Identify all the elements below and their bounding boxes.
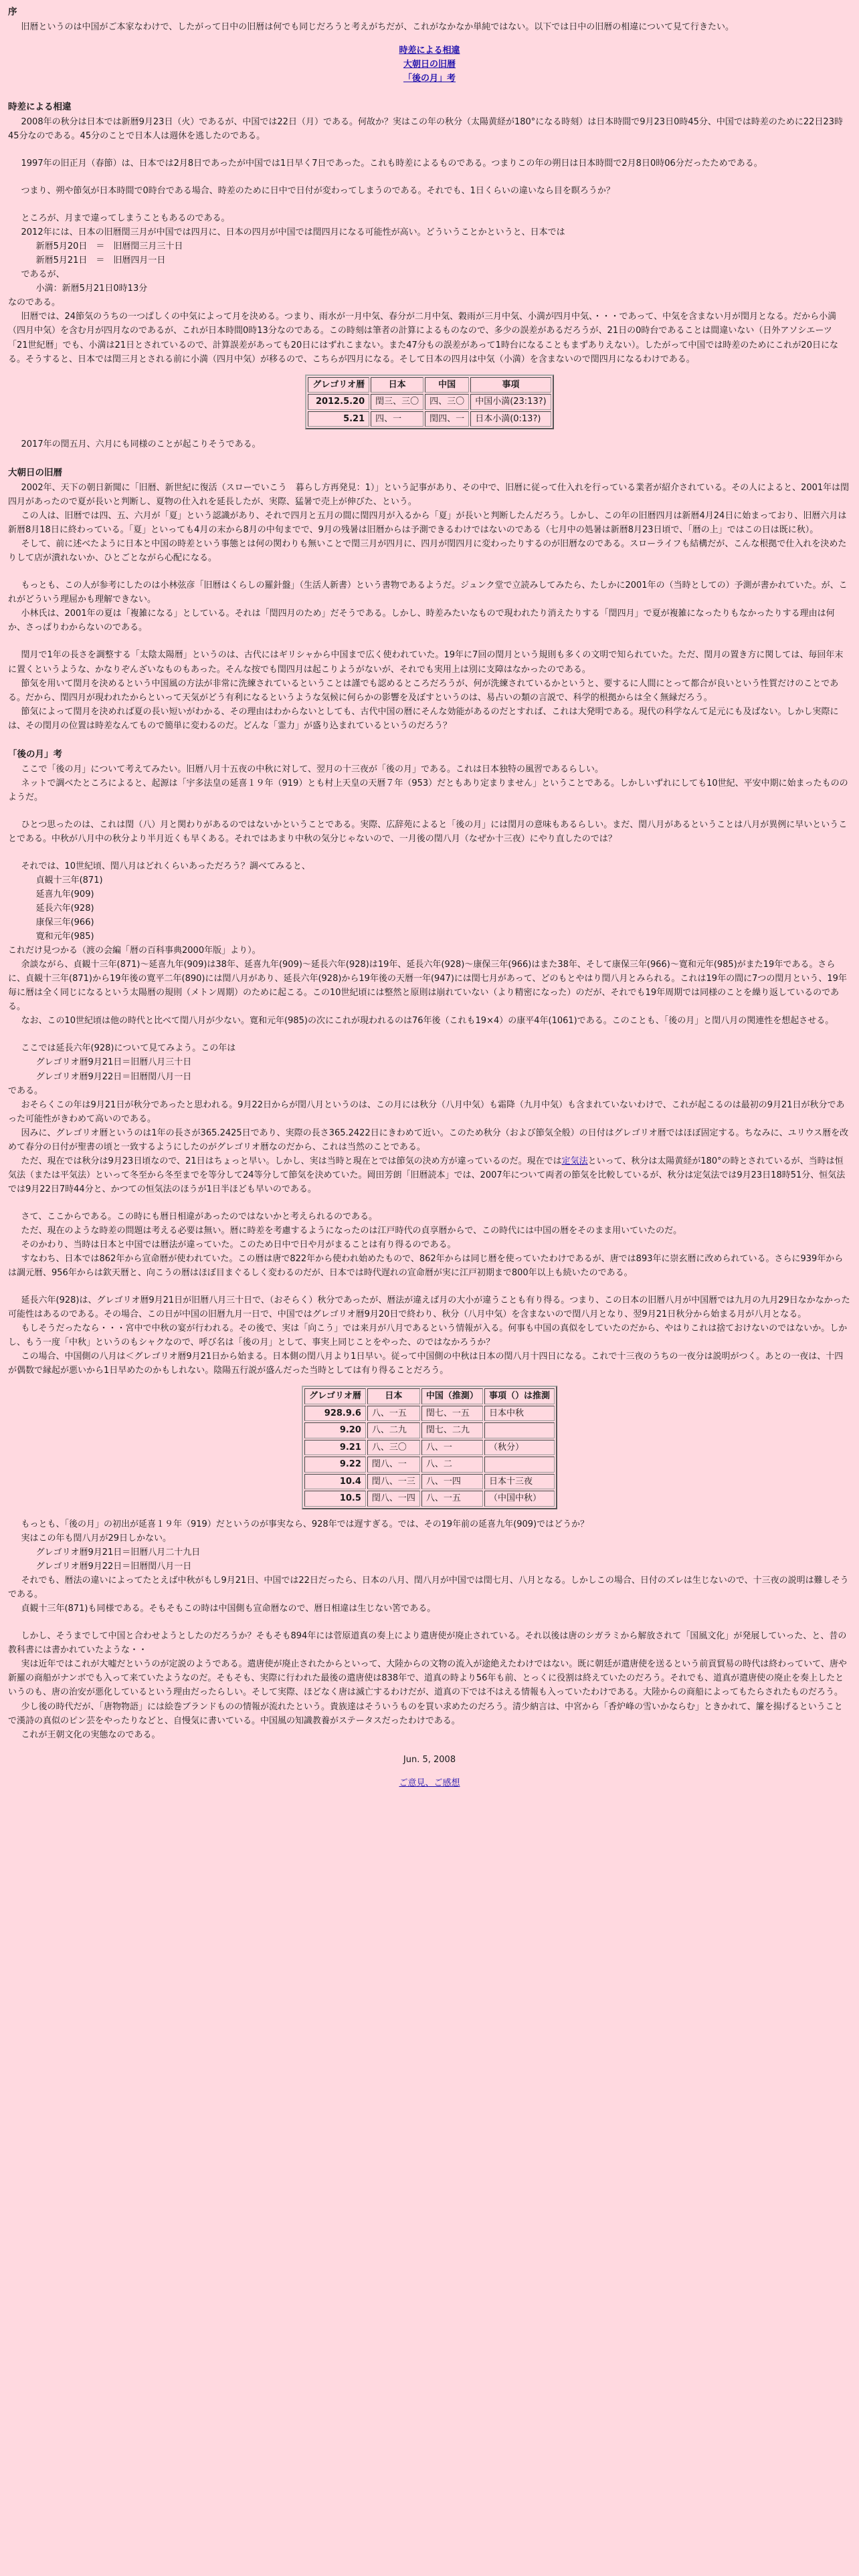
paragraph: もっとも、「後の月」の初出が延喜１９年（919）だというのが事実なら、928年では遅すぎる。では、その19年前の延喜九年(909)ではどうか？ [21,1519,589,1529]
table-cell: 閏八、一三 [367,1474,420,1490]
table-cell: 四、一 [371,411,423,427]
paragraph: ただ、現在のような時差の問題は考える必要は無い。暦に時差を考慮するようになったのは江戸時代の貞享暦からで、この時代には中国の暦をそのまま用いていたのだ。 [21,1225,682,1236]
paragraph: この人は、旧暦では四、五、六月が「夏」という認識があり、それで四月と五月の間に閏四月が入るから「夏」が長いと判断したんだろう。しかし、この年の旧暦四月は新暦4月24日に始まっており、旧暦六月は新暦8月18日に終わっている。「夏」といっても4月の末から8月の中旬までで、9月の残暑は旧暦からは予測できるわけではないのである（七月中の処暑は新暦8月23日頃で、「暦の上」ではこの日は既に秋）。 [8,511,847,536]
paragraph: 少し後の時代だが、「唐物物語」には絵巻ブランドものの情報が流れたという。貴族達はそういうものを買い求めたのだろう。清少納言は、中宮から「香炉峰の雪いかならむ」ときかれて、簾を揚げるということで漢詩の真似のピン芸をやったりなどと、自慢気に書いている。中国風の知識教養がステータスだったわけである。 [8,1701,843,1726]
table-row [304,1440,555,1456]
table-cell: 八、二 [421,1457,483,1473]
table-cell: 八、三〇 [367,1440,420,1456]
date-equation-line: 小満：新暦5月21日0時13分 [35,284,148,294]
table-cell: 閏八、一四 [367,1491,420,1507]
paragraph: そのかわり、当時は日本と中国では暦法が違っていた。このため日中で日や月がまることは有り得るのである。 [21,1240,456,1251]
table-cell [484,1457,555,1473]
toc-link-asahi-calendar[interactable]: 大朝日の旧暦 [403,59,456,70]
table-cell: （秋分） [484,1440,555,1456]
date-equation-line: グレゴリオ暦9月21日＝旧暦八月三十日 [35,1057,192,1068]
paragraph: ところが、月まで違ってしまうこともあるのである。 [21,213,230,224]
paragraph: 余談ながら、貞観十三年(871)〜延喜九年(909)は38年、延喜九年(909)〜延長六年(928)は19年、延長六年(928)〜康保三年(966)はまた38年、そして康保三年(966)〜寛和元年(985)がまた19年である。さらに、貞観十三年(871)から19年後の寛平二年(890)には閏八月があり、延長六年(928)から19年後の天暦一年(947)には閏七月があって、どのもとやはり閏八月とみられる。これは19年の間に7つの閏月という、19年毎に暦は全く同じになるという太陽暦の規則（メトン周期）のために起こる。この10世紀頃には整然と原則は崩れていない（より精密になった）のだが、それでも19年周期では同様のことを繰り返しているのである。 [8,960,847,1012]
date-equation-line: 新暦5月20日 ＝ 旧暦閏三月三十日 [35,241,183,252]
date-equation-line: グレゴリオ暦9月21日＝旧暦八月二十九日 [35,1547,201,1558]
table-header: 中国 [425,377,469,393]
table-cell: 10.4 [304,1474,366,1490]
paragraph: この場合、中国側の八月は＜グレゴリオ暦9月21日から始まる。日本側の閏八月より1日早い。従って中国側の中秋は日本の閏八月十四日になる。これで十三夜のうちの一夜分は説明がつく。あとの一夜は、十四が偶数で縁起が悪いから1日早めたのかもしれない。陰陽五行説が盛んだった当時としては有り得ることだろう。 [8,1352,844,1376]
toc-link-nochi-no-tsuki[interactable]: 「後の月」考 [403,74,456,84]
table-header: グレゴリオ暦 [308,377,369,393]
table-cell: 9.21 [304,1440,366,1456]
table-header: グレゴリオ暦 [304,1388,366,1404]
paragraph [8,1154,851,1196]
paragraph: 節気を用いて閏月を決めるという中国風の方法が非常に洗練されているということは謹でも認めるところだろうが、何が洗練されているかというと、要するに人間にとって都合が良いという性質だけのことである。だから、閏四月が現われたからといって天気がどう有利になるというような気候に何らかの影響を及ぼすというのは、易占いの類の言説で、科学的根拠からは全く無縁だろう。 [8,678,839,703]
paragraph: しかし、そうまでして中国と合わせようとしたのだろうか？そもそも894年には菅原道真の奏上により遣唐使が廃止されている。それ以後は唐のシガラミから解放されて「国風文化」が発展していった、と、昔の教科書には書かれていたような・・ [8,1631,847,1656]
paragraph: 貞観十三年(871)も同様である。そもそもこの時は中国側も宣命暦なので、暦日相違は生じない筈である。 [21,1604,436,1614]
table-row [304,1474,555,1490]
paragraph: 2008年の秋分は日本では新暦9月23日（火）であるが、中国では22日（月）である。何故か？実はこの年の秋分（太陽黄経が180°になる時刻）は日本時間で9月23日0時45分、中国では時差のために22日23時45分なのである。45分のことで日本人は週休を逃したのである。 [8,116,843,141]
table-row [308,394,551,410]
table-cell: 八、一四 [421,1474,483,1490]
paragraph: 延長六年(928)は、グレゴリオ暦9月21日が旧暦八月三十日で、（おそらく）秋分であったが、暦法が違えば月の大小が違うことも有り得る。つまり、この日本の旧暦八月が中国暦では九月の九月29日なかなかった可能性はあるのである。その場合、この日が中国の旧暦九月一日で、中国ではグレゴリオ暦9月20日で終わり、秋分（八月中気）を含まないので閏八月となり、翌9月21日秋分から始まる月が八月となる。 [8,1295,850,1320]
table-cell: 日本小満(0:13?) [470,411,551,427]
table-row [304,1406,555,1422]
table-header: 日本 [367,1388,420,1404]
date-equation-line: グレゴリオ暦9月22日＝旧暦閏八月一日 [35,1562,192,1572]
table-header: 事項 [470,377,551,393]
paragraph: つまり、朔や節気が日本時間で0時台である場合、時差のために日中で日付が変わってしまうのである。それでも、1日くらいの違いなら目を瞑ろうか？ [21,186,615,197]
date-equation-line: グレゴリオ暦9月22日＝旧暦閏八月一日 [35,1071,192,1082]
table-cell: 閏三、三〇 [371,394,423,410]
paragraph: これだけ見つかる（渡の会編「暦の百科事典2000年版」より）。 [8,946,261,956]
table-cell: 日本十三夜 [484,1474,555,1490]
section-heading-nochi-no-tsuki: 「後の月」考 [8,748,62,760]
publication-date: Jun. 5, 2008 [403,1754,456,1765]
list-item: 延長六年(928) [35,903,94,914]
paragraph: ここでは延長六年(928)について見てみよう。この年は [21,1043,236,1054]
paragraph: 実はこの年も閏八月が29日しかない。 [21,1533,172,1543]
paragraph: 因みに、グレゴリオ暦というのは1年の長さが365.2425日であり、実際の長さ365.2422日にきわめて近い。このため秋分（および節気全般）の日付はグレゴリオ暦ではほぼ固定する。ちなみに、ユリウス暦を改めて春分の日付が聖書の頃と一致するようにしたのがグレゴリオ暦なのだから、これは当然のことである。 [8,1128,849,1152]
table-cell: 四、三〇 [425,394,469,410]
list-item: 延喜九年(909) [35,889,94,899]
paragraph: 1997年の旧正月（春節）は、日本では2月8日であったが中国では1日早く7日であった。これも時差によるものである。つまりこの年の朔日は日本時間で2月8日0時06分だったためである。 [21,158,763,169]
table-cell: 八、一 [421,1440,483,1456]
table-header: 中国（推測） [421,1388,483,1404]
table-cell: （中国中秋） [484,1491,555,1507]
intro-paragraph: 旧暦というのは中国がご本家なわけで、したがって日中の旧暦は何でも同じだろうと考えがちだが、これがなかなか単純ではない。以下では日中の旧暦の相違について見て行きたい。 [21,21,734,32]
paragraph: もっとも、この人が参考にしたのは小林弦彦「旧暦はくらしの羅針盤」（生活人新書）という書物であるようだ。ジュンク堂で立読みしてみたら、たしかに2001年の（当時としての）予測が書かれていた。が、これがどういう理屈かも理解できない。 [8,580,848,605]
table-row [304,1491,555,1507]
paragraph: 2002年、天下の朝日新聞に「旧暦、新世紀に復活（スローでいこう 暮らし方再発見：1）」という記事があり、その中で、旧暦に従って仕入れを行っている業者が紹介されている。その人によると、2001年は閏四月があったので夏が長いと判断し、夏物の仕入れを延長したが、実際、猛暑で売上が伸びた、という。 [8,483,850,508]
paragraph: それでも、暦法の違いによってたとえば中秋がもし9月21日、中国では22日だったら、日本の八月、閏八月が中国では閏七月、八月となる。しかしこの場合、日付のズレは生じないので、十三夜の説明は難しそうである。 [8,1576,849,1600]
table-cell: 中国小満(23:13?) [470,394,551,410]
feedback-link[interactable]: ご意見、ご感想 [399,1778,460,1788]
table-cell [484,1422,555,1438]
paragraph: さて、ここからである。この時にも暦日相違があったのではないかと考えられるのである。 [21,1211,377,1222]
table-cell: 八、二九 [367,1422,420,1438]
paragraph: おそらくこの年は9月21日が秋分であったと思われる。9月22日からが閏八月というのは、この月には秋分（八月中気）も霜降（九月中気）も含まれていないわけで、これが起こるのは最初の9月21日が秋分であった可能性がきわめて高いのである。 [8,1099,845,1124]
table-row [308,411,551,427]
table-cell: 八、一五 [367,1406,420,1422]
list-item: 康保三年(966) [35,918,94,928]
list-item: 貞観十三年(871) [35,875,103,885]
section-heading-time-difference: 時差による相違 [8,102,72,113]
paragraph: であるが、 [21,270,65,280]
paragraph: ひとつ思ったのは、これは閏（八）月と関わりがあるのではないかということである。実際、広辞苑によると「後の月」には閏月の意味もあるらしい。まだ、閏八月があるということは八月が異例に早いということである。中秋が八月中の秋分より半月近くも早くある。それではあまり中秋の気分じゃないので、一月後の閏八月（なぜか十三夜）にやり直したのでは？ [8,819,848,844]
table-cell: 日本中秋 [484,1406,555,1422]
table-cell: 9.20 [304,1422,366,1438]
table-cell: 928.9.6 [304,1406,366,1422]
calendar-comparison-table-2012 [305,374,553,430]
paragraph: もしそうだったなら・・・宮中で中秋の宴が行われる。その後で、実は「向こう」では来月が八月であるという情報が入る。何事も中国の真似をしていたのだから、やはりこれは捨ておけないのではないか。しかし、もう一度「中秋」というのもシャクなので、呼び名は「後の月」として、事実上同じことをやった、のではなかろうか？ [8,1323,848,1348]
table-cell: 9.22 [304,1457,366,1473]
paragraph: なお、この10世紀頃は他の時代と比べて閏八月が少ない。寛和元年(985)の次にこれが現われるのは76年後（これも19×4）の康平4年(1061)である。このことも、「後の月」と閏八月の関連性を想起させる。 [21,1016,834,1027]
table-of-contents [8,43,851,86]
paragraph: 節気によって閏月を決めれば夏の長い短いがわかる、その理由はわからないとしても、古代中国の暦にそんな効能があるのだとすれば、これは大発明である。現代の科学なんて足元にも及ばない。しかし実際には、その閏月の位置は時差なんてもので簡単に変わるのだ。どんな「霊力」が盛り込まれているというのだろう？ [8,706,839,731]
list-item: 寛和元年(985) [35,932,94,942]
table-cell: 閏四、一 [425,411,469,427]
table-cell: 2012.5.20 [308,394,369,410]
section-heading-asahi-calendar: 大朝日の旧暦 [8,467,62,479]
paragraph: すなわち、日本では862年から宣命暦が使われていた。この暦は唐で822年から使われ始めたもので、862年からは同じ暦を使っていたわけであるが、唐では893年に崇玄暦に改められている。さらに939年からは調元暦、956年からは欽天暦と、向こうの暦はほぼ目まぐるしく変わるのだが、日本では時代遅れの宣命暦が実に江戸初期まで800年以上も続いたのである。 [8,1254,844,1279]
calendar-comparison-table-928 [302,1386,557,1509]
table-cell: 閏七、一五 [421,1406,483,1422]
paragraph: 閏月で1年の長さを調整する「太陰太陽暦」というのは、古代にはギリシャから中国まで広く使われていた。19年に7回の閏月という規則も多くの文明で知られていた。ただ、閏月の置き方に関しては、毎回年末に置くというような、かなりぞんざいなものもあった。そんな按でも閏四月は起こりようがないが、それでも実用上は別に支障はなかったのである。 [8,650,844,675]
paragraph: ネットで調べたところによると、起源は「宇多法皇の延喜１９年（919）とも村上天皇の天暦７年（953）だともあり定まりません」ということである。しかしいずれにしても10世紀、平安中期に始まったもののようだ。 [8,778,848,802]
table-header: 事項（）は推測 [484,1388,555,1404]
paragraph: それでは、10世紀頃、閏八月はどれくらいあっただろう？調べてみると、 [21,861,310,871]
paragraph: 2012年には、日本の旧暦閏三月が中国では四月に、日本の四月が中国では閏四月になる可能性が高い。どういうことかというと、日本では [21,227,565,238]
text-span: ただ、現在では秋分は9月23日頃なので、21日はちょっと早い。しかし、実は当時と現在とでは節気の決め方が違っているのだ。現在では [21,1156,562,1166]
toc-link-time-difference[interactable]: 時差による相違 [399,45,460,56]
paragraph: これが王朝文化の実態なのである。 [21,1729,161,1740]
paragraph: である。 [8,1085,43,1096]
table-cell: 5.21 [308,411,369,427]
table-cell: 10.5 [304,1491,366,1507]
teiki-method-link[interactable]: 定気法 [561,1156,588,1166]
footer [8,1776,851,1790]
table-cell: 八、一五 [421,1491,483,1507]
table-header: 日本 [371,377,423,393]
paragraph: 実は近年ではこれが大嘘だというのが定説のようである。遣唐使が廃止されたからといって、大陸からの文物の流入が途絶えたわけではない。既に朝廷が遣唐使を送るという前貢貿易の時代は終わっていて、唐や新羅の商船がナンボでも入って来ていたようなのだ。そもそも、実際に行われた最後の遣唐使は838年で、道真の時より56年も前、とっくに役割は終えていたのだろう。それでも、道真が遣唐使の廃止を奏上したというのも、唐の治安が悪化しているという理由だったらしい。そして実際、ほどなく唐は滅亡するわけだが、道真の下では不はえる情報も入っていたわけである。大陸からの商船によってもたらされたものだろう。 [8,1659,847,1698]
table-cell: 閏七、二九 [421,1422,483,1438]
text-span: といって、秋分は太陽黄経が180°の時とされているが、当時は恒気法（または平気法）といって冬至から冬至までを等分して24等分して節気を決めていた。岡田芳朗「旧暦読本」では、2007年について両者の節気を比較しているが、秋分は定気法では9月23日18時51分、恒気法では9月22日7時44分と、かつての恒気法のほうが1日半ほども早いのである。 [8,1156,846,1194]
paragraph: なのである。 [8,298,61,308]
date-equation-line: 新暦5月21日 ＝ 旧暦四月一日 [35,255,166,266]
table-row [304,1422,555,1438]
table-row [304,1457,555,1473]
paragraph: ここで「後の月」について考えてみたい。旧暦八月十五夜の中秋に対して、翌月の十三夜が「後の月」である。これは日本独特の風習であるらしい。 [21,764,603,774]
paragraph: そして、前に述べたように日本と中国の時差という事態とは何の関わりも無いことで閏三月が四月に、四月が閏四月に変わったりするのが旧暦なのである。スローライフも結構だが、こんな根拠で仕入れを決めたりして店が潰れないか、ひとごとながら心配になる。 [8,539,847,564]
table-cell: 閏八、一 [367,1457,420,1473]
preface-heading: 序 [8,7,17,17]
paragraph: 小林氏は、2001年の夏は「複雑になる」としている。それは「閏四月のため」だそうである。しかし、時差みたいなもので現われたり消えたりする「閏四月」で夏が複雑になったりもなかったりする理由は何か、さっぱりわからないのである。 [8,609,835,633]
paragraph: 旧暦では、24節気のうちの一つぱしくの中気によって月を決める。つまり、雨水が一月中気、春分が二月中気、穀雨が三月中気、小満が四月中気、・・・であって、中気を含まない月が閏月となる。だから小満（四月中気）を含む月が四月なのであるが、これが日本時間0時13分なのである。この時刻は筆者の計算によるものなので、多少の誤差があるだろうが、21日の0時台であることは間違いない（日外アソシエーツ「21世紀暦」でも、小満は21日とされているので、計算誤差があっても20日にはずれこまない。また47分もの誤差があって1時台になることもまずありえない）。したがって中国では時差のためにこれが20日になる。そうすると、日本では閏三月とされる前に小満（四月中気）が移るので、こちらが四月になる。そして日本の四月は中気（小満）を含まないので閏四月になるわけである。 [8,312,838,364]
paragraph: 2017年の閏五月、六月にも同様のことが起こりそうである。 [21,439,261,450]
